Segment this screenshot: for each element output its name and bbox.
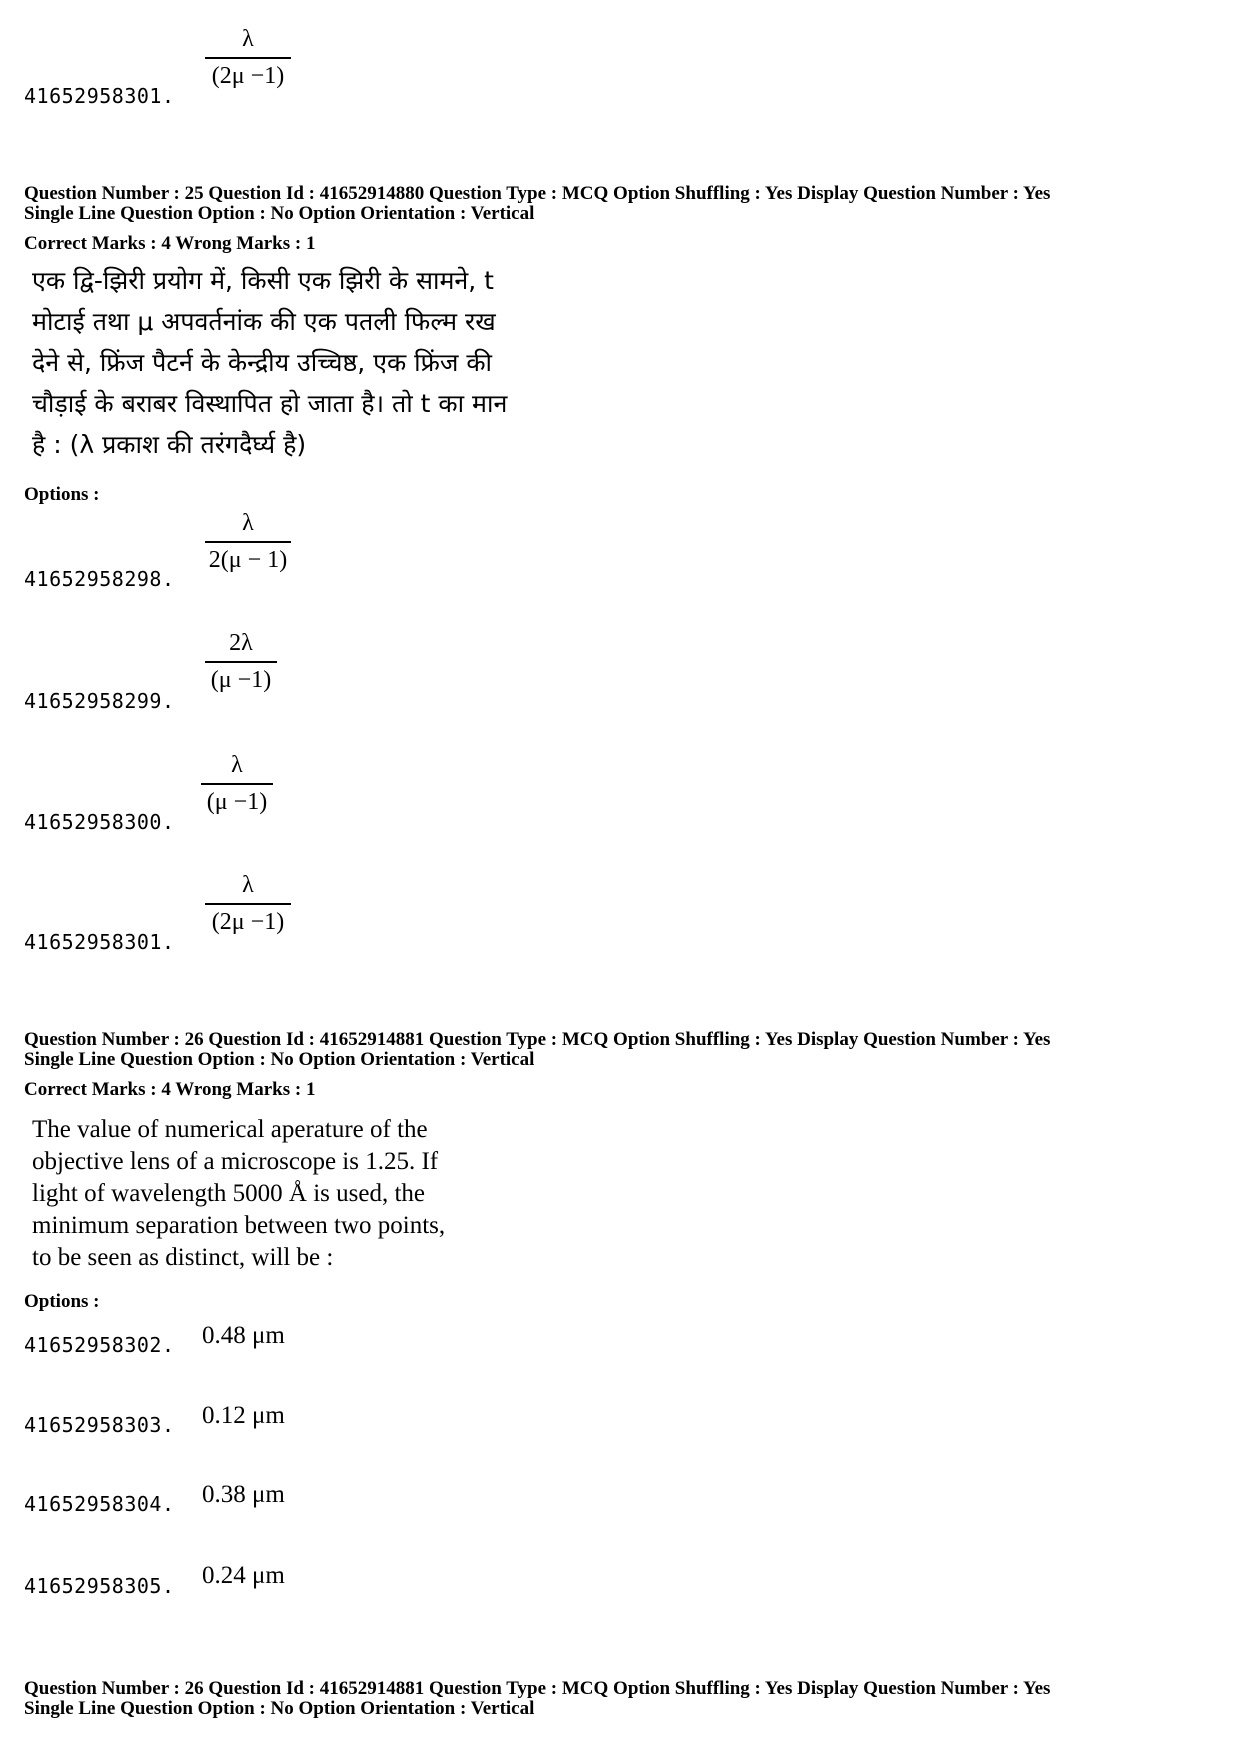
- option-text: 0.38 μm: [202, 1481, 285, 1508]
- question-line: minimum separation between two points,: [32, 1212, 446, 1239]
- option-fraction: [205, 510, 291, 574]
- fraction-numerator: 2λ: [229, 630, 253, 656]
- question-line: light of wavelength 5000 Å is used, the: [32, 1180, 425, 1207]
- question-text-hindi: [32, 260, 552, 465]
- fraction-denominator: 2(μ − 1): [208, 547, 288, 573]
- option-fraction: [205, 630, 277, 694]
- fraction-denominator: (2μ −1): [211, 909, 285, 935]
- fraction-denominator: (2μ −1): [211, 63, 285, 89]
- option-text: 0.48 μm: [202, 1322, 285, 1349]
- fraction-numerator: λ: [231, 752, 243, 778]
- options-label: Options :: [24, 484, 100, 505]
- question-meta-line2: Single Line Question Option : No Option Orientation : Vertical: [24, 1698, 535, 1719]
- option-id: 41652958299.: [24, 689, 175, 713]
- question-line: मोटाई तथा μ अपवर्तनांक की एक पतली फिल्म रख: [32, 307, 496, 336]
- option-id: 41652958301.: [24, 930, 175, 954]
- option-id: 41652958300.: [24, 810, 175, 834]
- question-meta-line1: Question Number : 26 Question Id : 41652914881 Question Type : MCQ Option Shuffling : Yes Display Question Number : Yes: [24, 1029, 1051, 1050]
- option-id: 41652958301.: [24, 84, 175, 108]
- option-fraction: [205, 26, 291, 90]
- option-fraction: [201, 752, 273, 816]
- question-text-english: [32, 1114, 552, 1274]
- fraction-numerator: λ: [242, 510, 254, 536]
- question-line: एक द्वि-झिरी प्रयोग में, किसी एक झिरी के सामने, t: [32, 266, 494, 295]
- option-fraction: [205, 872, 291, 936]
- question-meta-line2: Single Line Question Option : No Option Orientation : Vertical: [24, 1049, 535, 1070]
- question-line: देने से, फ्रिंज पैटर्न के केन्द्रीय उच्चिष्ठ, एक फ्रिंज की: [32, 348, 493, 377]
- question-meta-line1: Question Number : 25 Question Id : 41652914880 Question Type : MCQ Option Shuffling : Yes Display Question Number : Yes: [24, 183, 1051, 204]
- fraction-numerator: λ: [242, 872, 254, 898]
- option-id: 41652958303.: [24, 1413, 175, 1437]
- fraction-denominator: (μ −1): [210, 667, 272, 693]
- question-line: objective lens of a microscope is 1.25. If: [32, 1148, 439, 1175]
- question-marks: Correct Marks : 4 Wrong Marks : 1: [24, 1079, 316, 1100]
- question-marks: Correct Marks : 4 Wrong Marks : 1: [24, 233, 316, 254]
- question-meta-line1: Question Number : 26 Question Id : 41652914881 Question Type : MCQ Option Shuffling : Yes Display Question Number : Yes: [24, 1678, 1051, 1699]
- option-id: 41652958302.: [24, 1333, 175, 1357]
- option-text: 0.24 μm: [202, 1562, 285, 1589]
- question-line: है : (λ प्रकाश की तरंगदैर्घ्य है): [32, 430, 307, 459]
- question-meta-line2: Single Line Question Option : No Option Orientation : Vertical: [24, 203, 535, 224]
- options-label: Options :: [24, 1291, 100, 1312]
- option-text: 0.12 μm: [202, 1402, 285, 1429]
- question-line: The value of numerical aperature of the: [32, 1116, 428, 1143]
- option-id: 41652958305.: [24, 1574, 175, 1598]
- question-line: to be seen as distinct, will be :: [32, 1244, 334, 1271]
- fraction-denominator: (μ −1): [206, 789, 268, 815]
- option-id: 41652958298.: [24, 567, 175, 591]
- fraction-numerator: λ: [242, 26, 254, 52]
- question-line: चौड़ाई के बराबर विस्थापित हो जाता है। तो t का मान: [32, 389, 508, 418]
- option-id: 41652958304.: [24, 1492, 175, 1516]
